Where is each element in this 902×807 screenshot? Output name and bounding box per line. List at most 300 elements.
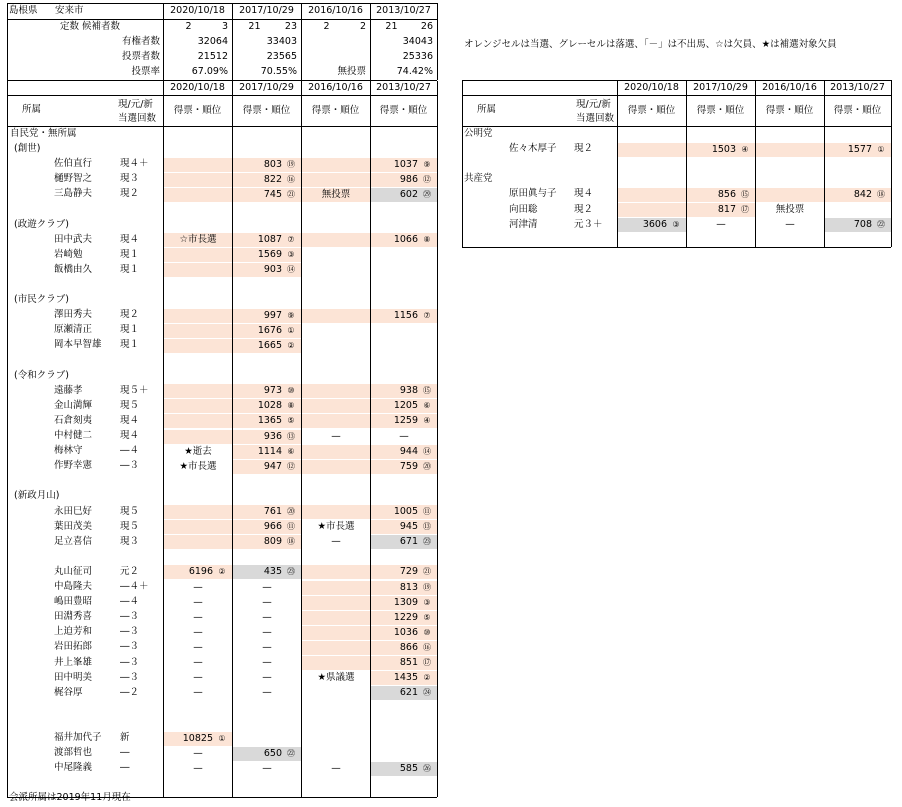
- rank-badge: ⑬: [287, 431, 295, 441]
- gridline: [232, 3, 233, 80]
- candidate-status: ―３: [120, 641, 140, 653]
- vote-cell: [618, 143, 686, 157]
- gridline: [7, 3, 8, 80]
- rank-badge: ③: [287, 250, 295, 260]
- vote-count: 729: [399, 566, 418, 578]
- candidate-name: 澤田秀夫: [54, 309, 93, 321]
- vote-cell: [618, 203, 686, 217]
- vote-count: 822: [263, 173, 282, 185]
- vote-count: 945: [399, 521, 418, 533]
- note-text: —: [262, 581, 272, 593]
- vote-count: 866: [399, 641, 418, 653]
- rank-badge: ④: [741, 144, 749, 154]
- vote-count: 10825: [182, 732, 213, 744]
- vote-cell: [164, 686, 232, 700]
- candidate-status: ―３: [120, 626, 140, 638]
- candidate-name: 嶋田豊昭: [54, 596, 93, 608]
- date-header: 2013/10/27: [830, 82, 885, 93]
- vote-cell: [233, 445, 301, 459]
- vote-cell: [233, 732, 301, 746]
- rank-badge: ③: [672, 220, 680, 230]
- note-text: —: [193, 657, 203, 668]
- stat-label: 定数 候補者数: [60, 21, 121, 32]
- candidate-name: 三島静夫: [54, 188, 93, 200]
- vote-count: 1087: [257, 234, 282, 246]
- rank-badge: ③: [423, 597, 431, 607]
- rank-badge: ⑲: [423, 582, 431, 592]
- stat-value: 21512: [197, 51, 228, 62]
- candidate-status: ―３: [120, 671, 140, 683]
- note-text: —: [262, 596, 272, 608]
- vote-cell: [371, 626, 437, 640]
- stat-value: 23565: [266, 51, 297, 62]
- vote-cell: [302, 611, 370, 625]
- rank-badge: ⑭: [287, 265, 295, 275]
- vote-count: 621: [399, 687, 418, 699]
- vote-cell: [687, 218, 755, 232]
- vote-cell: [371, 309, 437, 323]
- candidate-status: 現４: [574, 188, 594, 200]
- vote-cell: [233, 581, 301, 595]
- rank-badge: ⑤: [423, 612, 431, 622]
- vote-cell: [371, 460, 437, 474]
- vote-cell: [302, 248, 370, 262]
- candidate-status: 新: [120, 732, 130, 743]
- vote-count: 1259: [393, 415, 418, 427]
- vote-cell: [233, 520, 301, 534]
- stat-value: 34043: [402, 36, 433, 47]
- stat-value: 無投票: [337, 66, 366, 77]
- vote-cell: [164, 565, 232, 579]
- note-text: —: [262, 762, 272, 774]
- vote-cell: [371, 596, 437, 610]
- note-text: —: [262, 657, 272, 668]
- candidate-name: 河津清: [509, 218, 538, 230]
- vote-cell: [756, 218, 824, 232]
- gridline: [891, 80, 892, 247]
- note-text: —: [262, 611, 272, 623]
- rank-badge: ㉑: [287, 189, 295, 199]
- vote-cell: [302, 656, 370, 670]
- vote-cell: [371, 158, 437, 172]
- candidate-status: ―: [120, 762, 130, 774]
- vote-cell: [371, 430, 437, 444]
- rank-badge: ②: [423, 673, 431, 683]
- vote-cell: [371, 505, 437, 519]
- vote-cell: [302, 671, 370, 685]
- vote-count: 966: [263, 521, 282, 533]
- note-text: —: [193, 626, 203, 638]
- date-header: 2013/10/27: [376, 5, 431, 16]
- candidate-status: 元３＋: [574, 218, 603, 230]
- vote-cell: [371, 611, 437, 625]
- vote-cell: [371, 263, 437, 277]
- stat-value-candidates: 2: [359, 21, 366, 32]
- vote-count: 585: [399, 762, 418, 774]
- vote-cell: [371, 747, 437, 761]
- candidate-status: 現２: [120, 309, 140, 321]
- gridline: [462, 80, 891, 81]
- vote-cell: [302, 520, 370, 534]
- date-header: 2017/10/29: [239, 82, 294, 93]
- date-header: 2017/10/29: [239, 5, 294, 16]
- vote-cell: [164, 656, 232, 670]
- vote-cell: [302, 399, 370, 413]
- vote-cell: [164, 505, 232, 519]
- candidate-status: ―４: [120, 596, 140, 608]
- vote-count: 842: [853, 188, 872, 200]
- vote-cell: [164, 233, 232, 247]
- note-text: —: [785, 219, 795, 231]
- candidate-status: 現４: [120, 430, 140, 441]
- rank-badge: ⑲: [287, 159, 295, 169]
- vote-count: 1036: [393, 626, 418, 638]
- vote-cell: [233, 762, 301, 776]
- vote-cell: [756, 188, 824, 202]
- rank-badge: ⑪: [423, 507, 431, 516]
- note-text: —: [716, 219, 726, 231]
- stat-value-seats: 2: [185, 21, 192, 32]
- stat-value-seats: 2: [323, 21, 330, 32]
- candidate-status: 現１: [120, 324, 140, 336]
- rank-badge: ⑳: [287, 507, 295, 516]
- candidate-status: 現１: [120, 248, 140, 260]
- vote-cell: [302, 158, 370, 172]
- rank-badge: ⑭: [423, 446, 431, 456]
- vote-count: 1569: [257, 249, 282, 261]
- vote-cell: [233, 399, 301, 413]
- note-text: —: [331, 762, 341, 774]
- gridline: [301, 81, 302, 797]
- status-header: 現/元/新: [576, 99, 611, 110]
- date-header: 2020/10/18: [624, 82, 679, 93]
- vote-cell: [687, 188, 755, 202]
- candidate-status: ―３: [120, 611, 140, 623]
- stat-value: 67.09%: [191, 66, 228, 77]
- vote-cell: [371, 339, 437, 353]
- candidate-status: ―３: [120, 656, 140, 668]
- vote-cell: [233, 641, 301, 655]
- legend-text: オレンジセルは当選、グレーセルは落選、「－」は不出馬、☆は欠員、★は補選対象欠員: [464, 39, 837, 50]
- vote-cell: [233, 263, 301, 277]
- rank-badge: ⑧: [423, 235, 431, 245]
- vote-count: 856: [717, 188, 736, 200]
- candidate-status: 現５: [120, 520, 140, 532]
- vote-count: 745: [263, 188, 282, 200]
- rank-badge: ⑦: [423, 310, 431, 320]
- vote-cell: [371, 641, 437, 655]
- vote-cell: [233, 626, 301, 640]
- vote-cell: [302, 233, 370, 247]
- candidate-name: 向田聡: [509, 203, 538, 215]
- stat-value-candidates: 23: [284, 21, 297, 32]
- gridline: [163, 3, 164, 80]
- note-text: —: [262, 626, 272, 638]
- candidate-name: 作野幸憲: [54, 460, 93, 472]
- gridline: [462, 247, 891, 248]
- stat-label: 投票者数: [121, 51, 160, 62]
- vote-cell: [233, 233, 301, 247]
- vote-cell: [371, 445, 437, 459]
- vote-cell: [302, 596, 370, 610]
- city-label: 安来市: [55, 5, 84, 16]
- rank-badge: ⑮: [741, 189, 749, 199]
- vote-cell: [164, 460, 232, 474]
- note-text: ★県議選: [317, 672, 355, 684]
- rank-badge: ⑮: [423, 386, 431, 396]
- vote-count: 997: [263, 309, 282, 321]
- date-header: 2020/10/18: [170, 5, 225, 16]
- vote-cell: [371, 248, 437, 262]
- vote-cell: [164, 581, 232, 595]
- rank-badge: ⑯: [423, 642, 431, 652]
- affiliation-header: 所属: [22, 104, 42, 115]
- vote-count: 803: [263, 158, 282, 170]
- note-text: —: [193, 581, 203, 593]
- vote-cell: [302, 414, 370, 428]
- gridline: [686, 80, 687, 247]
- rank-badge: ⑪: [287, 522, 295, 532]
- vote-cell: [164, 641, 232, 655]
- votes-header: 得票・順位: [696, 105, 745, 116]
- candidate-status: 現２: [120, 188, 140, 200]
- candidate-name: 永田巳好: [54, 505, 93, 517]
- candidate-name: 田中明美: [54, 671, 93, 683]
- date-header: 2016/10/16: [308, 5, 363, 16]
- note-text: —: [193, 641, 203, 653]
- status-header: 当選回数: [118, 113, 157, 124]
- vote-count: 851: [399, 657, 418, 668]
- rank-badge: ⑧: [287, 401, 295, 411]
- date-header: 2013/10/27: [376, 82, 431, 93]
- votes-header: 得票・順位: [765, 105, 814, 116]
- vote-cell: [164, 671, 232, 685]
- candidate-name: 岡本早智雄: [54, 339, 102, 351]
- votes-header: 得票・順位: [311, 105, 360, 116]
- candidate-status: 現５: [120, 399, 140, 411]
- vote-cell: [164, 762, 232, 776]
- rank-badge: ①: [877, 144, 885, 154]
- gridline: [7, 19, 437, 20]
- candidate-status: ―３: [120, 460, 140, 472]
- rank-badge: ④: [423, 416, 431, 426]
- vote-count: 809: [263, 536, 282, 548]
- note-text: —: [331, 536, 341, 548]
- vote-cell: [371, 188, 437, 202]
- candidate-status: ―４＋: [120, 581, 149, 592]
- vote-cell: [687, 203, 755, 217]
- vote-cell: [233, 686, 301, 700]
- gridline: [462, 80, 463, 247]
- gridline: [462, 126, 891, 127]
- vote-count: 938: [399, 385, 418, 397]
- vote-count: 671: [399, 536, 418, 548]
- vote-cell: [302, 309, 370, 323]
- vote-cell: [371, 384, 437, 398]
- vote-cell: [302, 324, 370, 338]
- candidate-status: 現４＋: [120, 158, 149, 170]
- candidate-name: 金山満輝: [54, 399, 93, 411]
- rank-badge: ⑩: [423, 627, 431, 637]
- vote-cell: [233, 611, 301, 625]
- vote-count: 759: [399, 460, 418, 472]
- vote-count: 1676: [257, 324, 282, 336]
- rank-badge: ⑥: [423, 401, 431, 411]
- note-text: —: [262, 672, 272, 684]
- vote-cell: [233, 158, 301, 172]
- note-text: —: [193, 747, 203, 759]
- note-text: —: [262, 641, 272, 653]
- date-header: 2017/10/29: [693, 82, 748, 93]
- vote-cell: [164, 384, 232, 398]
- vote-count: 817: [717, 204, 736, 215]
- vote-cell: [302, 581, 370, 595]
- vote-count: 973: [263, 385, 282, 397]
- vote-cell: [618, 188, 686, 202]
- group-title: (政遊クラブ): [14, 218, 69, 230]
- note-text: —: [193, 596, 203, 608]
- prefecture-label: 島根県: [9, 5, 38, 16]
- group-title: (創世): [14, 143, 41, 155]
- vote-cell: [164, 445, 232, 459]
- vote-count: 944: [399, 445, 418, 457]
- vote-count: 650: [263, 747, 282, 759]
- stat-value: 25336: [402, 51, 433, 62]
- candidate-status: ―: [120, 747, 130, 759]
- note-text: ★市長選: [317, 521, 355, 533]
- gridline: [163, 81, 164, 797]
- stat-label: 有権者数: [121, 36, 160, 47]
- candidate-status: 現４: [120, 414, 140, 426]
- gridline: [232, 81, 233, 797]
- note-text: 無投票: [775, 204, 805, 215]
- vote-cell: [302, 445, 370, 459]
- vote-cell: [302, 430, 370, 444]
- vote-cell: [825, 188, 891, 202]
- candidate-name: 中島隆夫: [54, 581, 93, 592]
- vote-cell: [164, 520, 232, 534]
- section-title: 公明党: [464, 128, 493, 139]
- votes-header: 得票・順位: [173, 105, 222, 116]
- rank-badge: ⑱: [287, 537, 295, 547]
- candidate-name: 原田眞与子: [509, 188, 557, 200]
- candidate-status: ―４: [120, 445, 140, 457]
- vote-count: 1037: [393, 158, 418, 170]
- rank-badge: ⑦: [287, 235, 295, 245]
- vote-cell: [233, 656, 301, 670]
- vote-cell: [302, 747, 370, 761]
- vote-cell: [371, 414, 437, 428]
- note-text: —: [331, 430, 341, 442]
- stat-label: 投票率: [131, 66, 160, 77]
- vote-cell: [233, 414, 301, 428]
- candidate-status: 現１: [120, 263, 140, 275]
- candidate-status: 現５: [120, 505, 140, 517]
- vote-cell: [371, 686, 437, 700]
- vote-cell: [302, 173, 370, 187]
- candidate-name: 岩崎勉: [54, 248, 83, 260]
- vote-cell: [164, 626, 232, 640]
- candidate-status: 現１: [120, 339, 140, 351]
- vote-cell: [371, 656, 437, 670]
- candidate-name: 葉田茂美: [54, 520, 93, 532]
- vote-cell: [233, 384, 301, 398]
- vote-cell: [371, 399, 437, 413]
- vote-cell: [164, 732, 232, 746]
- candidate-name: 井上峯雄: [54, 656, 93, 668]
- group-title: (令和クラブ): [14, 369, 69, 381]
- votes-header: 得票・順位: [379, 105, 428, 116]
- candidate-name: 梶谷厚: [54, 686, 83, 698]
- stat-value-seats: 21: [385, 21, 398, 32]
- vote-cell: [164, 596, 232, 610]
- vote-cell: [371, 324, 437, 338]
- rank-badge: ㉑: [423, 567, 431, 577]
- group-title: (市民クラブ): [14, 294, 69, 306]
- vote-cell: [825, 218, 891, 232]
- vote-cell: [164, 339, 232, 353]
- candidate-name: 石倉刻夷: [54, 414, 93, 426]
- rank-badge: ⑫: [423, 174, 431, 184]
- rank-badge: ⑳: [423, 461, 431, 471]
- status-header: 当選回数: [576, 113, 615, 124]
- section-title: 自民党・無所属: [10, 128, 77, 139]
- rank-badge: ㉒: [877, 220, 885, 230]
- vote-cell: [233, 324, 301, 338]
- candidate-name: 田淵秀喜: [54, 611, 93, 623]
- gridline: [7, 81, 8, 797]
- note-text: ★市長選: [179, 460, 217, 472]
- vote-count: 813: [399, 581, 418, 593]
- candidate-status: ―２: [120, 686, 140, 698]
- stat-value-seats: 21: [248, 21, 261, 32]
- stat-value-candidates: 3: [221, 21, 228, 32]
- candidate-name: 足立喜信: [54, 535, 93, 547]
- vote-cell: [233, 505, 301, 519]
- vote-count: 936: [263, 430, 282, 442]
- vote-cell: [164, 173, 232, 187]
- candidate-status: 現３: [120, 535, 140, 547]
- rank-badge: ㉙: [423, 189, 431, 199]
- vote-cell: [302, 505, 370, 519]
- vote-count: 1066: [393, 234, 418, 246]
- gridline: [437, 3, 438, 80]
- gridline: [7, 95, 437, 96]
- candidate-name: 上迫芳和: [54, 626, 93, 638]
- rank-badge: ㉒: [287, 748, 295, 758]
- rank-badge: ⑯: [287, 174, 295, 184]
- rank-badge: ⑤: [287, 416, 295, 426]
- note-text: ★逝去: [184, 445, 212, 457]
- date-header: 2016/10/16: [762, 82, 817, 93]
- candidate-name: 岩田拓郎: [54, 641, 93, 653]
- rank-badge: ㉓: [423, 537, 431, 547]
- vote-cell: [371, 535, 437, 549]
- candidate-name: 佐伯直行: [54, 158, 93, 170]
- vote-cell: [825, 203, 891, 217]
- gridline: [301, 3, 302, 80]
- rank-badge: ㉖: [423, 763, 431, 773]
- vote-count: 3606: [642, 219, 667, 231]
- vote-cell: [233, 248, 301, 262]
- vote-cell: [233, 188, 301, 202]
- votes-header: 得票・順位: [627, 105, 676, 116]
- note-text: —: [262, 687, 272, 699]
- vote-cell: [233, 747, 301, 761]
- gridline: [824, 80, 825, 247]
- vote-cell: [164, 324, 232, 338]
- vote-cell: [371, 581, 437, 595]
